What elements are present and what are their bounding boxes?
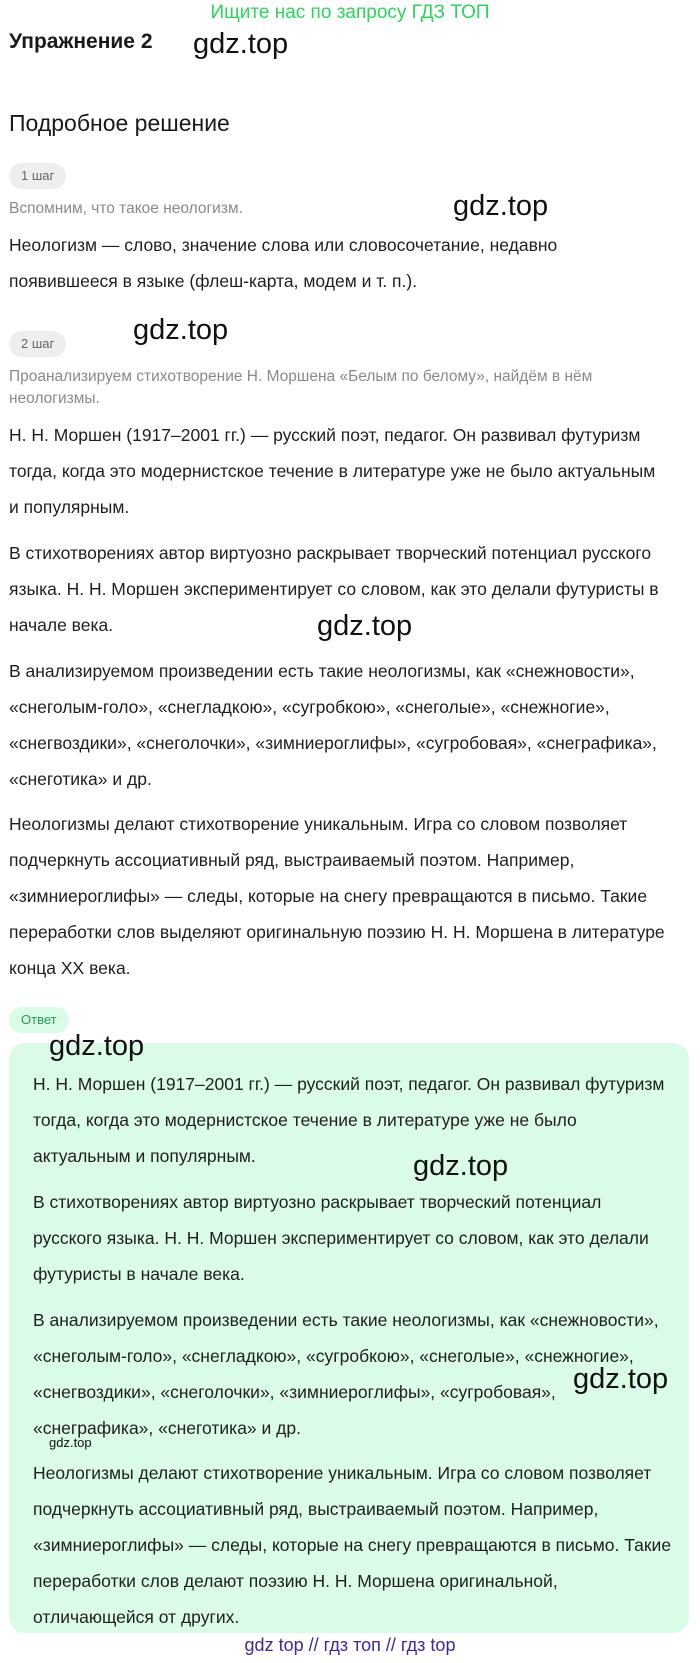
- watermark: gdz.top: [133, 314, 229, 346]
- top-banner[interactable]: Ищите нас по запросу ГДЗ ТОП: [210, 2, 490, 23]
- watermark: gdz.top: [573, 1363, 669, 1395]
- step-1-hint: Вспомним, что такое неологизм.: [9, 200, 243, 217]
- answer-paragraph-1: Н. Н. Моршен (1917–2001 гг.) — русский поэт, педагог. Он развивал футуризм тогда, когда это модернистское течение в литературе уже не было актуальным и популярным.: [33, 1074, 665, 1166]
- footer-links[interactable]: gdz top // гдз топ // гдз top: [244, 1635, 456, 1655]
- step-1-badge: 1 шаг: [9, 163, 66, 189]
- step-2-paragraph-3: В анализируемом произведении есть такие неологизмы, как «снежновости», «снеголым-голо», «снегладкою», «сугробкою», «снеголые», «снежногие», «снегвоздики», «снеголочки», «зимниероглифы», «сугробовая», «снеграфика», «снеготика» и др.: [9, 661, 657, 789]
- step-2-paragraph-4: Неологизмы делают стихотворение уникальным. Игра со словом позволяет подчеркнуть ассоциативный ряд, выстраиваемый поэтом. Например, «зимниероглифы» — следы, которые на снегу превращаются в письмо. Такие переработки слов выделяют оригинальную поэзию Н. Н. Моршена в литературе конца XX века.: [9, 814, 665, 978]
- answer-paragraph-4: Неологизмы делают стихотворение уникальным. Игра со словом позволяет подчеркнуть ассоциативный ряд, выстраиваемый поэтом. Например, «зимниероглифы» — следы, которые на снегу превращаются в письмо. Такие переработки слов делают поэзию Н. Н. Моршена оригинальной, отличающейся от других.: [33, 1463, 672, 1627]
- step-2-hint: Проанализируем стихотворение Н. Моршена «Белым по белому», найдём в нём неологизмы.: [9, 368, 593, 407]
- step-1-paragraph-1: Неологизм — слово, значение слова или словосочетание, недавно появившееся в языке (флеш-карта, модем и т. п.).: [9, 235, 558, 291]
- section-heading: Подробное решение: [9, 110, 230, 136]
- step-2-paragraph-2: В стихотворениях автор виртуозно раскрывает творческий потенциал русского языка. Н. Н. Моршен экспериментирует со словом, как это делали футуристы в начале века.: [9, 543, 659, 635]
- watermark: gdz.top: [49, 1030, 145, 1062]
- watermark: gdz.top: [193, 28, 289, 60]
- step-2-badge: 2 шаг: [9, 331, 66, 357]
- answer-paragraph-2: В стихотворениях автор виртуозно раскрывает творческий потенциал русского языка. Н. Н. Моршен экспериментирует со словом, как это делали футуристы в начале века.: [33, 1192, 649, 1284]
- watermark: gdz.top: [413, 1150, 509, 1182]
- answer-paragraph-3: В анализируемом произведении есть такие неологизмы, как «снежновости», «снеголым-голо», «снегладкою», «сугробкою», «снеголые», «снежногие», «снегвоздики», «снеголочки», «зимниероглифы», «сугробовая», «снеграфика», «снеготика» и др.: [33, 1310, 659, 1438]
- watermark: gdz.top: [317, 610, 413, 642]
- step-2-paragraph-1: Н. Н. Моршен (1917–2001 гг.) — русский поэт, педагог. Он развивал футуризм тогда, когда это модернистское течение в литературе уже не было актуальным и популярным.: [9, 425, 656, 517]
- exercise-title: Упражнение 2: [9, 30, 153, 53]
- watermark: gdz.top: [453, 190, 549, 222]
- watermark-small: gdz.top: [49, 1435, 92, 1450]
- answer-badge: Ответ: [9, 1007, 69, 1033]
